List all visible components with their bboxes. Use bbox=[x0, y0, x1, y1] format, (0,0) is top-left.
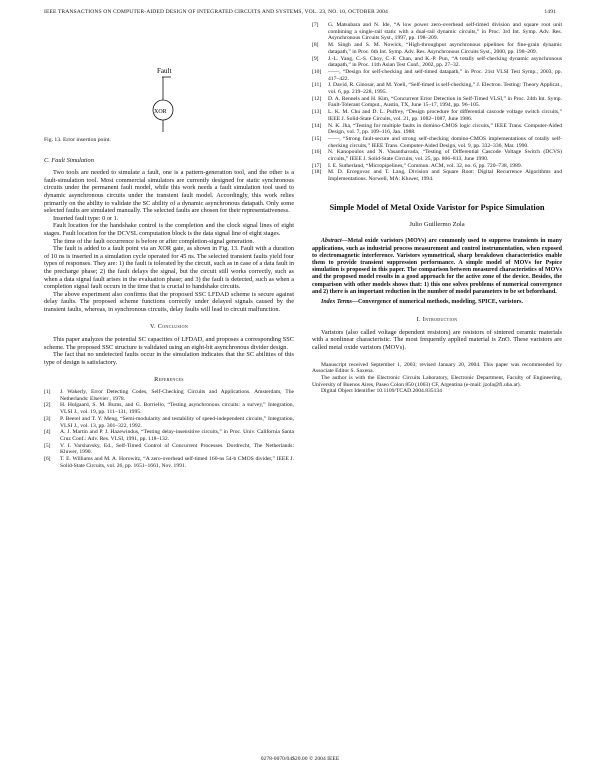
reference-item: [15] ——, “Strong fault-secure and strong self-checking domino-CMOS implementations of totally self-checking circuits,” IEEE Trans. Computer-Aided Design, vol. 9, pp. 332–336, Mar. 1990. bbox=[312, 135, 562, 149]
reference-item: [9] J.-L. Yang, C.-S. Choy, C.-F. Chan, and K.-P. Pun, “A totally self-checking dynamic asynchronous datapath,” in Proc. 11th Asian Test Conf., 2002, pp. 27–32. bbox=[312, 55, 562, 69]
reference-list bbox=[44, 389, 294, 469]
right-column bbox=[312, 22, 562, 395]
error-insertion-diagram bbox=[44, 22, 294, 137]
reference-item: [16] N. Kanopoulos and N. Vasanthavada, “Testing of Differential Cascode Voltage Switch (DCVS) circuits,” IEEE J. Solid-State Circuits, vol. 25, pp. 806–813, June 1990. bbox=[312, 149, 562, 163]
index-terms-text: Convergence of numerical methods, modeling, SPICE, varistors. bbox=[357, 299, 523, 306]
paragraph: The above experiment also confirms that the proposed SSC LFDAD scheme is secure against delay faults. The proposed scheme functions correctly under delayed signals caused by the transient faults, whereas, in synchronous circuits, delay faults will lead to circuit malfunction. bbox=[44, 290, 294, 313]
reference-item: [3] P. Beerel and T. Y. Meng, “Semi-modularity and testability of speed-independent circuits,” Integration, VLSI J., vol. 13, pp. 301–322, 1992. bbox=[44, 415, 294, 429]
paper-title: Simple Model of Metal Oxide Varistor for Pspice Simulation bbox=[329, 202, 545, 212]
reference-item: [12] D. A. Rennels and H. Kim, “Concurrent Error Detection in Self-Timed VLSI,” in Proc. 24th Int. Symp. Fault-Tolerant Comput., Austin, TX, June 15–17, 1994, pp. 96–105. bbox=[312, 95, 562, 109]
index-terms-label: Index Terms— bbox=[321, 299, 358, 306]
copyright-footer: 0278-0070/04$20.00 © 2004 IEEE bbox=[260, 756, 340, 762]
reference-item: [10] ——, “Design for self-checking and self-timed datapath,” in Proc. 21st VLSI Test Symp., 2003, pp. 417–422. bbox=[312, 68, 562, 82]
fault-label: Fault bbox=[157, 67, 172, 75]
reference-item: [2] H. Hulgaard, S. M. Burns, and G. Borriello, “Testing asynchronous circuits: a survey,” Integration, VLSI J., vol. 19, pp. 111–131, 1995. bbox=[44, 402, 294, 416]
paragraph: The time of the fault occurrence is before or after completion-signal generation. bbox=[53, 237, 255, 245]
page-number: 1491 bbox=[544, 9, 556, 15]
author-name: Julio Guillermo Zola bbox=[409, 220, 465, 228]
reference-item: [4] A. J. Martin and P. J. Hazewindus, “Testing delay-insensitive circuits,” in Proc. Univ. California Santa Cruz Conf.: Adv. Res. VLSI, 1991, pp. 118–132. bbox=[44, 429, 294, 442]
abstract bbox=[312, 238, 562, 296]
reference-item: [5] V. I. Varshavsky, Ed., Self-Timed Control of Concurrent Processes. Dordrecht, The Netherlands: Kluwer, 1990. bbox=[44, 442, 294, 456]
figure-caption: Fig. 13. Error insertion point. bbox=[44, 137, 111, 143]
footnote: Digital Object Identifier 10.1109/TCAD.2004.835134 bbox=[321, 388, 442, 395]
paragraph: Fault location for the handshake control is the completion and the clock signal lines of eight stages. Fault location for the DCVSL computation block is the data signal line of eight stages. bbox=[44, 222, 294, 237]
reference-item: [18] M. D. Ercegovac and T. Lang, Division and Square Root: Digital Recurrence Algorithms and Implementations. Norwell, MA: Kluwer, 1994. bbox=[312, 169, 562, 183]
reference-list-continued bbox=[312, 22, 562, 183]
abstract-text: Metal oxide varistors (MOVs) are commonly used to suppress transients in many applications, such as industrial process measurement and control instrumentation, when exposed to electromagnetic interference. Varistors symmetrical, sharp breakdown characteristics enable them to provide transient suppression performance. A simple model of MOVs for Pspice simulation is proposed in this paper. The comparison between measured characteristics of MOVs and the proposed model results in a good approach for the active zone of the device. Besides, the comparison with other models shows that: 1) this one solves problems of numerical convergence and 2) there is an important reduction in the number of model parameters to be set beforehand. bbox=[312, 238, 562, 295]
xor-label: XOR bbox=[154, 109, 167, 115]
footnote: Manuscript received September 1, 2003; revised January 20, 2004. This paper was recommended by Associate Editor S. Saxena. bbox=[312, 361, 562, 375]
paragraph: This paper analyzes the potential SC capacities of LFDAD, and proposes a corresponding SSC scheme. The proposed SSC structure is validated using an eight-bit asynchronous divider design. bbox=[44, 336, 294, 351]
section-introduction: I. Introduction bbox=[416, 316, 458, 324]
reference-item: [1] J. Wakerly, Error Detecting Codes, Self-Checking Circuits and Applications. Amsterdam, The Netherlands: Elsevier , 1978. bbox=[44, 389, 294, 402]
reference-item: [11] J. David, R. Ginosar, and M. Yoeli, “Self-timed is self-checking,” J. Electron. Testing: Theory Applicat., vol. 6, pp. 219–228, 1995. bbox=[312, 82, 562, 96]
reference-item: [14] N. K. Jha, “Testing for multiple faults in domino-CMOS logic circuits,” IEEE Trans. Computer-Aided Design, vol. 7, pp. 109–116, Jan. 1988. bbox=[312, 122, 562, 136]
paragraph: Two tools are needed to simulate a fault, one is a pattern-generation tool, and the other is a fault-simulation tool. Most commercial simulators are currently designed for static synchronous circuits under the permanent fault model, while this work needs a fault simulation tool used to dynamic asynchronous circuits under the transient fault model. Accordingly, this work relies primarily on the ability to validate the SC ability of a dynamic asynchronous datapath. Only some selected faults are simulated manually. The selected faults are chosen for their representativeness. bbox=[44, 169, 294, 215]
paragraph: Inserted fault type: 0 or 1. bbox=[53, 214, 119, 222]
left-column bbox=[44, 22, 294, 469]
references-heading: References bbox=[154, 376, 184, 384]
reference-item: [17] I. E. Sutherland, “Micropipelines,” Commun. ACM, vol. 32, no. 6, pp. 720–738, 1989. bbox=[312, 162, 523, 169]
reference-item: [7] G. Matsubara and N. Ide, “A low power zero-overhead self-timed division and square root unit combining a single-rail static with a dual-rail dynamic circuits,” in Proc. 3rd Int. Symp. Adv. Res. Asynchronous Circuits Syst., 1997, pp. 198–209. bbox=[312, 22, 562, 42]
figure-13 bbox=[44, 22, 294, 137]
section-fault-simulation: C. Fault Simulation bbox=[44, 156, 94, 164]
paragraph: Varistors (also called voltage dependent resistors) are resistors of sintered ceramic materials with a nonlinear characteristic. The most frequently applied material is ZnO. These varistors are called metal oxide varistors (MOVs). bbox=[312, 328, 562, 352]
footnotes bbox=[312, 362, 562, 396]
reference-item: [6] T. E. Williams and M. A. Horowitz, “A zero-overhead self-timed 160-ns 54-b CMOS divider,” IEEE J. Solid-State Circuits, vol. 26, pp. 1651–1661, Nov. 1991. bbox=[44, 456, 294, 469]
paragraph: The fact that no undetected faults occur in the simulation indicates that the SC abilities of this type of design is satisfactory. bbox=[44, 351, 294, 366]
reference-item: [13] L. K. M. Chu and D. L. Pulfrey, “Design procedure for differential cascode voltage switch circuits,” IEEE J. Solid-State Circuits, vol. 21, pp. 1082–1087, June 1986. bbox=[312, 109, 562, 122]
section-conclusion: V. Conclusion bbox=[149, 323, 189, 331]
footnote: The author is with the Electronic Circuits Laboratory, Electronic Department, Faculty of Engineering, University of Buenos Aires, Paseo Colon 850 (1063) CF, Argentina (e-mail: jzola@fi.uba.ar). bbox=[312, 375, 562, 388]
journal-header: IEEE TRANSACTIONS ON COMPUTER-AIDED DESIGN OF INTEGRATED CIRCUITS AND SYSTEMS, VOL. 23, NO. 10, OCTOBER 2004 bbox=[44, 9, 388, 15]
reference-item: [8] M. Singh and S. M. Nowick, “High-throughput asynchronous pipelines for fine-grain dynamic datapath,” in Proc. 6th Int. Symp. Adv. Res. Asynchronous Circuits Syst., 2000, pp. 198–209. bbox=[312, 42, 562, 55]
abstract-label: Abstract— bbox=[321, 238, 348, 245]
paragraph: The fault is added to a fault point via an XOR gate, as shown in Fig. 13. Fault with a duration of 10 ns is inserted in a simulation cycle operated for 45 ns. The selected transient faults yield four types of responses. They are: 1) the fault is tolerated by the circuit, such as in case of a data fault in the precharge phase; 2) the fault delays the signal, but the circuit still works correctly, such as when a data signal fault arises in the evaluation phase; and 3) the fault is detected, such as when a completion signal fault occurs in the time that is crucial to handshake circuits. bbox=[44, 245, 294, 291]
index-terms bbox=[312, 299, 562, 306]
running-header bbox=[44, 9, 556, 15]
